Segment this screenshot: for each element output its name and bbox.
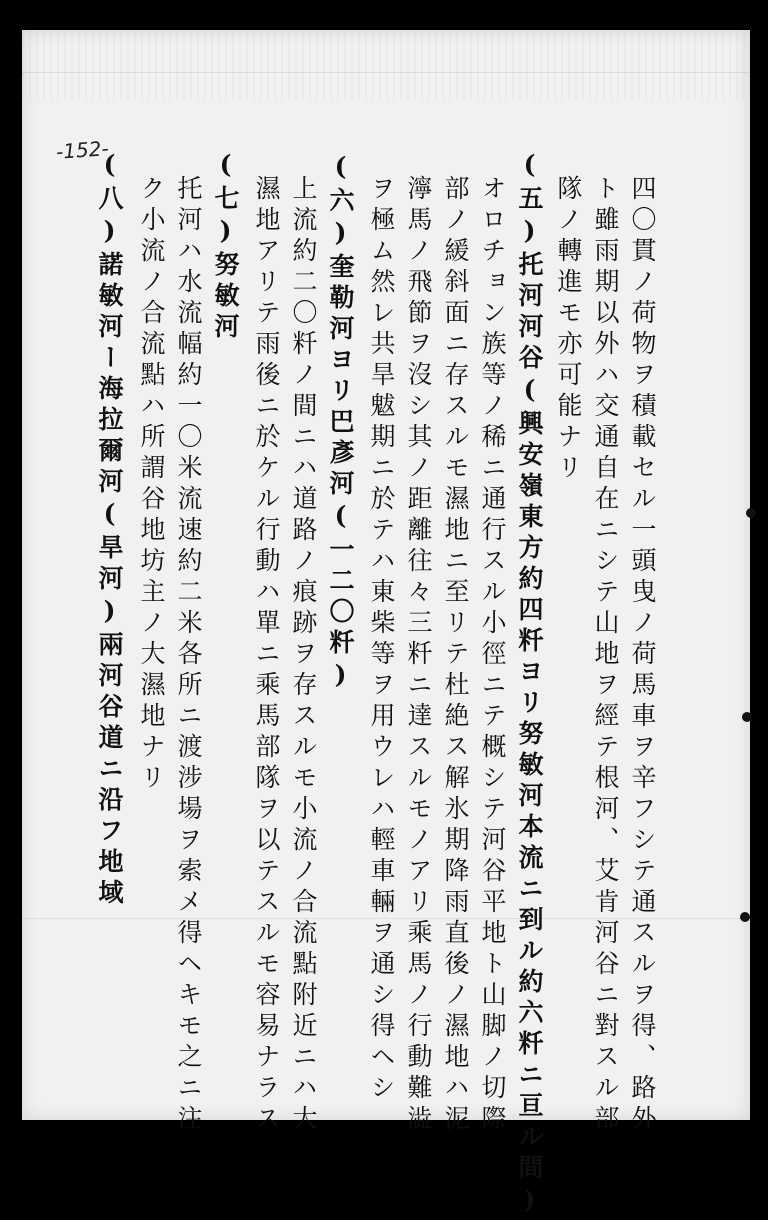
scan-noise — [22, 30, 750, 100]
binding-mark — [740, 912, 750, 922]
text-column: 濘馬ノ飛節ヲ沒シ其ノ距離往々三粁ニ達スルモノアリ乘馬ノ行動難澁 — [404, 175, 433, 1136]
text-column: 四〇貫ノ荷物ヲ積載セル一頭曳ノ荷馬車ヲ辛フシテ通スルヲ得、路外 — [628, 175, 657, 1136]
text-column: 托河ハ水流幅約一〇米流速約二米各所ニ渡涉場ヲ索メ得ヘキモ之ニ注 — [174, 175, 203, 1136]
text-column: ト雖雨期以外ハ交通自在ニシテ山地ヲ經テ根河、艾肯河谷ニ對スル部 — [591, 175, 620, 1136]
text-column: ク小流ノ合流點ハ所謂谷地坊主ノ大濕地ナリ — [137, 175, 166, 795]
section-heading: (五)托河河谷(興安嶺東方約四粁ヨリ努敏河本流ニ到ル約六粁ニ亘ル間) — [515, 150, 544, 1220]
section-heading: (六)奎勒河ヨリ巴彥河(一二〇粁) — [326, 152, 355, 695]
binding-mark — [742, 712, 752, 722]
text-column: 隊ノ轉進モ亦可能ナリ — [554, 175, 583, 485]
text-column: 上流約二〇粁ノ間ニハ道路ノ痕跡ヲ存スルモ小流ノ合流點附近ニハ大 — [289, 175, 318, 1136]
text-column: ヲ極ム然レ共旱魃期ニ於テハ東柴等ヲ用ウレハ輕車輛ヲ通シ得ヘシ — [367, 175, 396, 1105]
binding-mark — [746, 508, 756, 518]
page-number: -152- — [55, 136, 110, 164]
section-heading: (八)諾敏河ー海拉爾河(旱河)兩河谷道ニ沿フ地域 — [95, 150, 124, 910]
section-heading: (七)努敏河 — [211, 150, 240, 344]
text-column: 部ノ緩斜面ニ存スルモ濕地ニ至リテ杜絶ス解氷期降雨直後ノ濕地ハ泥 — [441, 175, 470, 1136]
scan-line — [22, 72, 750, 73]
text-column: 濕地アリテ雨後ニ於ケル行動ハ單ニ乘馬部隊ヲ以テスルモ容易ナラス — [252, 175, 281, 1136]
text-column: オロチョン族等ノ稀ニ通行スル小徑ニテ概シテ河谷平地ト山脚ノ切際 — [478, 175, 507, 1136]
